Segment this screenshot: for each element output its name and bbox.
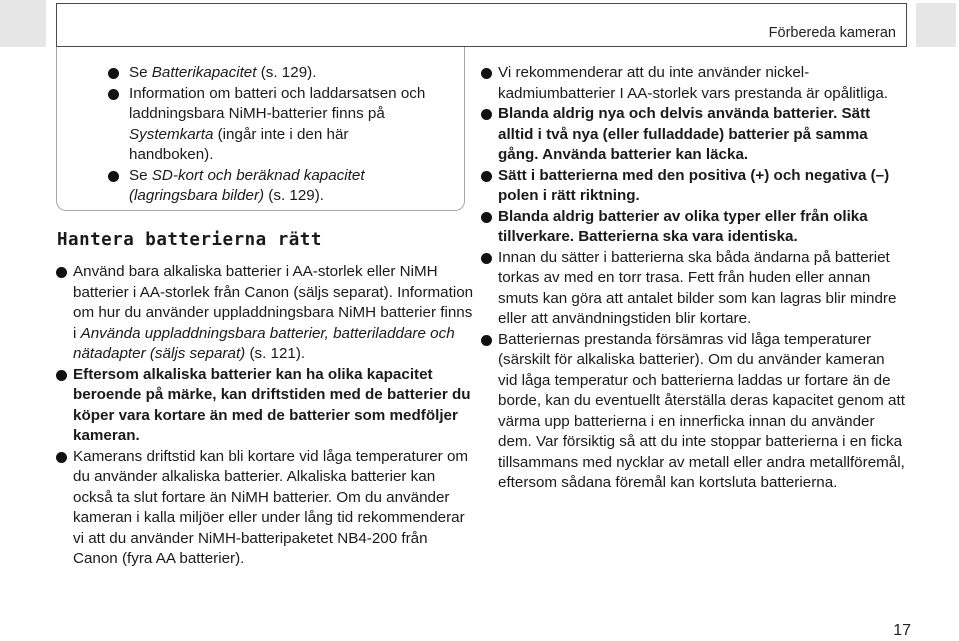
list-item-warning: Blanda aldrig batterier av olika typer eller från olika tillverkare. Batterierna ska vara identiska. [480,207,905,248]
list-item-warning: Blanda aldrig nya och delvis använda batterier. Sätt alltid i två nya (eller fulladdade) batterier på samma gång. Använda batterier kan läcka. [480,104,905,166]
list-item: Batteriernas prestanda försämras vid låga temperaturer (särskilt för alkaliska batterier). Om du använder kameran vid låga temperatur och batterierna laddas ur fortare än de borde, kan du eventuellt återställa deras kapacitet genom att värma upp batterierna i en innerficka innan du använder dem. Var försiktig så att du inte stoppar batterierna i en ficka tillsammans med nycklar av metall eller andra metallföremål, eftersom sådana föremål kan kortsluta batterierna. [480,330,905,494]
page-number: 17 [893,622,911,639]
edge-tab [916,3,956,47]
list-item: Använd bara alkaliska batterier i AA-storlek eller NiMH batterier i AA-storlek från Canon (säljs separat). Information om hur du använder uppladdningsbara NiMH batterier finns i Använda uppladdningsbara batterier, batteriladdare och nätadapter (säljs separat) (s. 121). [55,262,475,365]
list-item: Vi rekommenderar att du inte använder nickel-kadmiumbatterier I AA-storlek vars prestanda är opålitliga. [480,63,905,104]
note-item: Information om batteri och laddarsatsen och laddningsbara NiMH-batterier finns på Systemkarta (ingår inte i den här handboken). [105,84,435,166]
chapter-tab [0,0,46,47]
list-item: Kamerans driftstid kan bli kortare vid låga temperaturer om du använder alkaliska batterier. Alkaliska batterier kan också ta slut fortare än NiMH batterier. Om du använder kameran i kalla miljöer eller under lång tid rekommenderar vi att du använder NiMH-batteripaketet NB4-200 från Canon (fyra AA batterier). [55,447,475,570]
note-item: Se Batterikapacitet (s. 129). [105,63,435,84]
list-item-warning: Sätt i batterierna med den positiva (+) och negativa (–) polen i rätt riktning. [480,166,905,207]
list-item-warning: Eftersom alkaliska batterier kan ha olika kapacitet beroende på märke, kan driftstiden med de batterier du köper vara kortare än med de batterier som medföljer kameran. [55,365,475,447]
right-column [480,63,905,494]
section-title: Hantera batterierna rätt [57,230,322,250]
left-column [55,262,475,570]
list-item: Innan du sätter i batterierna ska båda ändarna på batteriet torkas av med en torr trasa. Fett från huden eller annan smuts kan göra att antalet bilder som kan lagras blir mindre eller att användningstiden blir kortare. [480,248,905,330]
note-item: Se SD-kort och beräknad kapacitet (lagringsbara bilder) (s. 129). [105,166,435,207]
note-list [105,63,435,207]
page-header-title: Förbereda kameran [768,25,896,41]
